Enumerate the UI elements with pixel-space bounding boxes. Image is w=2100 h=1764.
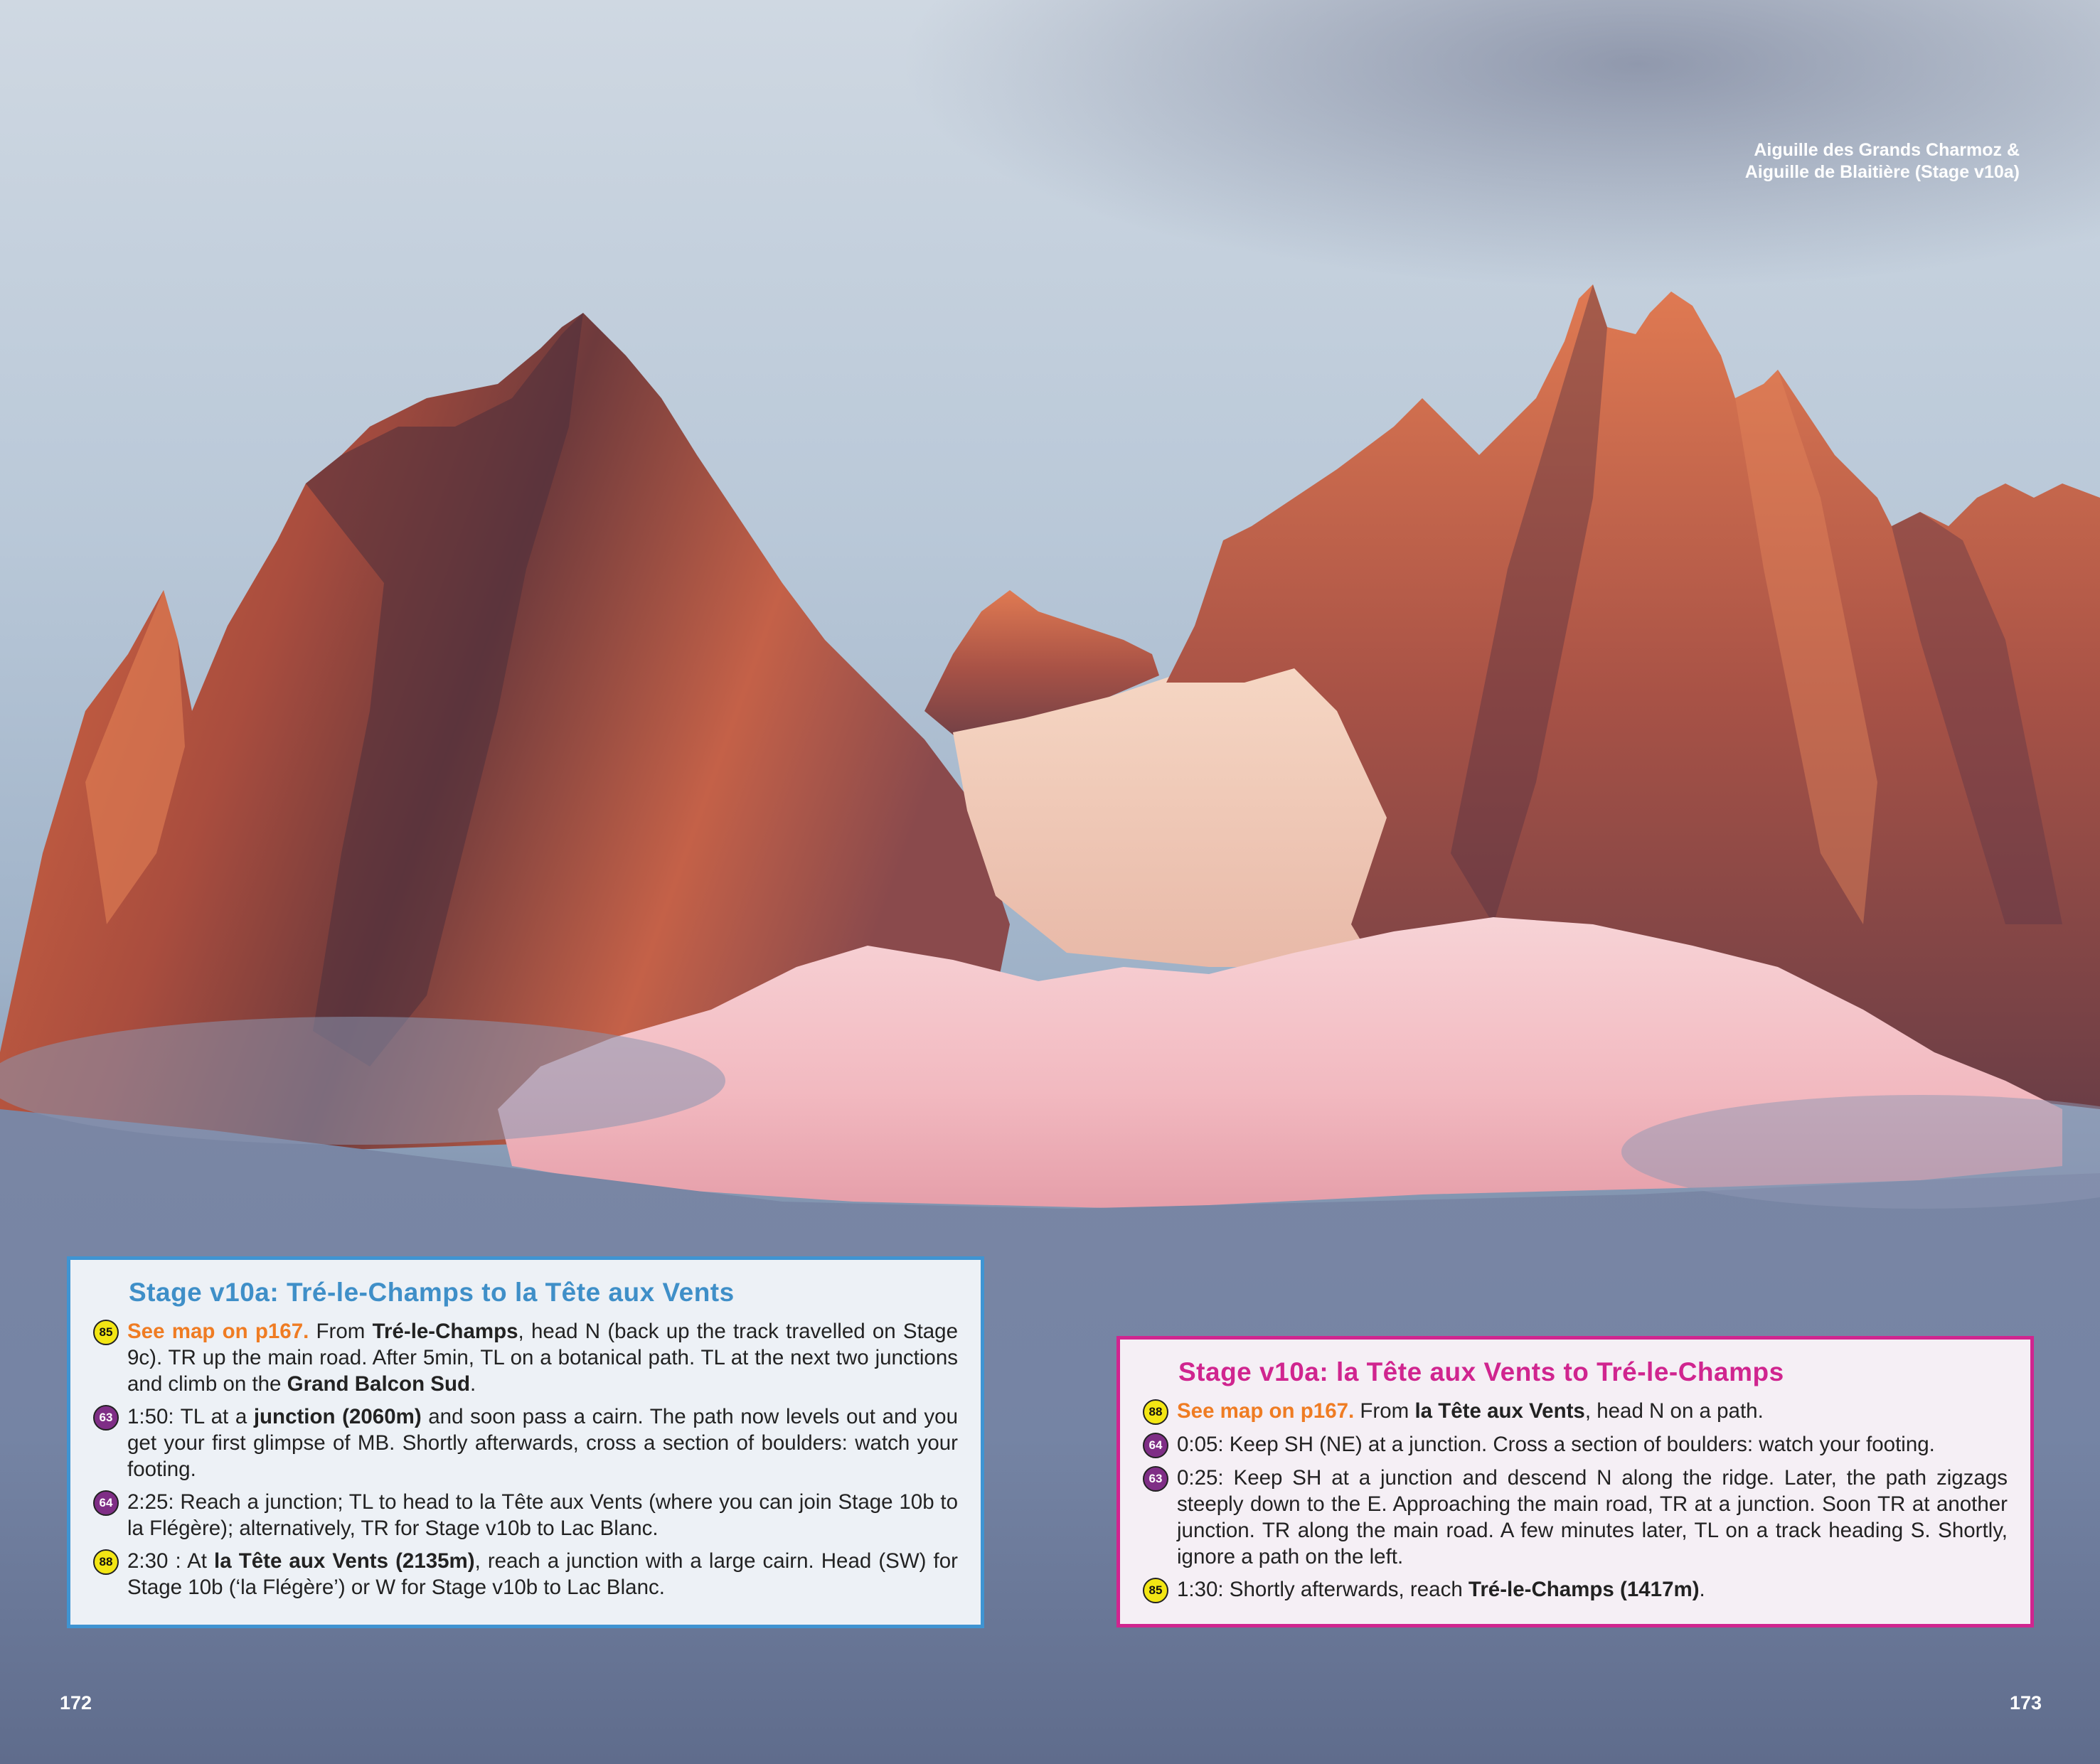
- text-run: 0:25: Keep SH at a junction and descend N along the ridge. Later, the path zigzags steeply down to the E. Approaching the main road, TR at a junction. Soon TR at another junction. TR along the main road. A few minutes later, TL on a track heading S. Shortly, ignore a path on the left.: [1177, 1466, 2008, 1568]
- caption-line-1: Aiguille des Grands Charmoz &: [1754, 140, 2020, 160]
- step-text: [1177, 1398, 2008, 1424]
- step-text: [127, 1548, 958, 1600]
- waypoint-badge: 88: [93, 1549, 119, 1575]
- text-run: .: [1699, 1578, 1705, 1601]
- step-text: [1177, 1576, 2008, 1603]
- route-step: [93, 1404, 958, 1482]
- text-run: 2:25: Reach a junction; TL to head to la Tête aux Vents (where you can join Stage 10b to la Flégère); alternatively, TR for Stage v10b to Lac Blanc.: [127, 1490, 958, 1540]
- text-run: .: [470, 1372, 476, 1396]
- route-step: [93, 1318, 958, 1397]
- waypoint-badge: 64: [1143, 1433, 1168, 1458]
- page-number-right: 173: [2009, 1692, 2042, 1714]
- route-step: [1143, 1431, 2008, 1458]
- waypoint-badge: 88: [1143, 1399, 1168, 1425]
- place-name: Tré-le-Champs (1417m): [1468, 1578, 1700, 1601]
- caption-line-2: Aiguille de Blaitière (Stage v10a): [1744, 162, 2020, 182]
- route-step: [1143, 1398, 2008, 1425]
- waypoint-badge: 63: [1143, 1466, 1168, 1492]
- text-run: From: [1354, 1399, 1415, 1423]
- text-run: , head N (back up the track travelled on Stage 9c). TR up the main road. After 5min, TL on a botanical path. TL at the next two junctions and climb on the: [127, 1320, 958, 1396]
- stage-title: Stage v10a: la Tête aux Vents to Tré-le-Champs: [1178, 1357, 1784, 1386]
- place-name: la Tête aux Vents (2135m): [214, 1549, 475, 1573]
- step-text: [127, 1404, 958, 1482]
- map-link[interactable]: See map on p167.: [127, 1320, 309, 1343]
- stage-box-forward: [67, 1256, 984, 1628]
- route-step: [93, 1548, 958, 1600]
- stage-title: Stage v10a: Tré-le-Champs to la Tête aux Vents: [129, 1278, 735, 1307]
- text-run: 1:30: Shortly afterwards, reach: [1177, 1578, 1469, 1601]
- text-run: , head N on a path.: [1584, 1399, 1764, 1423]
- step-text: [1177, 1431, 2008, 1458]
- route-step: [93, 1489, 958, 1541]
- text-run: From: [309, 1320, 373, 1343]
- text-run: , reach a junction with a large cairn. Head (SW) for Stage 10b (‘la Flégère’) or W for Stage v10b to Lac Blanc.: [127, 1549, 958, 1599]
- text-run: 0:05: Keep SH (NE) at a junction. Cross a section of boulders: watch your footing.: [1177, 1433, 1935, 1456]
- place-name: Tré-le-Champs: [372, 1320, 518, 1343]
- photo-caption: [1745, 139, 2020, 183]
- route-step: [1143, 1576, 2008, 1603]
- text-run: and soon pass a cairn. The path now levels out and you get your first glimpse of MB. Shortly afterwards, cross a section of boulders: watch your footing.: [127, 1405, 958, 1481]
- waypoint-badge: 63: [93, 1405, 119, 1431]
- place-name: Grand Balcon Sud: [287, 1372, 471, 1396]
- text-run: 2:30 : At: [127, 1549, 215, 1573]
- map-link[interactable]: See map on p167.: [1177, 1399, 1355, 1423]
- stage-box-reverse: [1116, 1336, 2034, 1627]
- step-text: [127, 1318, 958, 1397]
- route-step: [1143, 1465, 2008, 1570]
- waypoint-badge: 85: [93, 1320, 119, 1345]
- step-text: [127, 1489, 958, 1541]
- waypoint-badge: 64: [93, 1490, 119, 1516]
- text-run: 1:50: TL at a: [127, 1405, 254, 1428]
- place-name: junction (2060m): [253, 1405, 422, 1428]
- page-number-left: 172: [60, 1692, 92, 1714]
- place-name: la Tête aux Vents: [1414, 1399, 1585, 1423]
- step-text: [1177, 1465, 2008, 1570]
- waypoint-badge: 85: [1143, 1578, 1168, 1603]
